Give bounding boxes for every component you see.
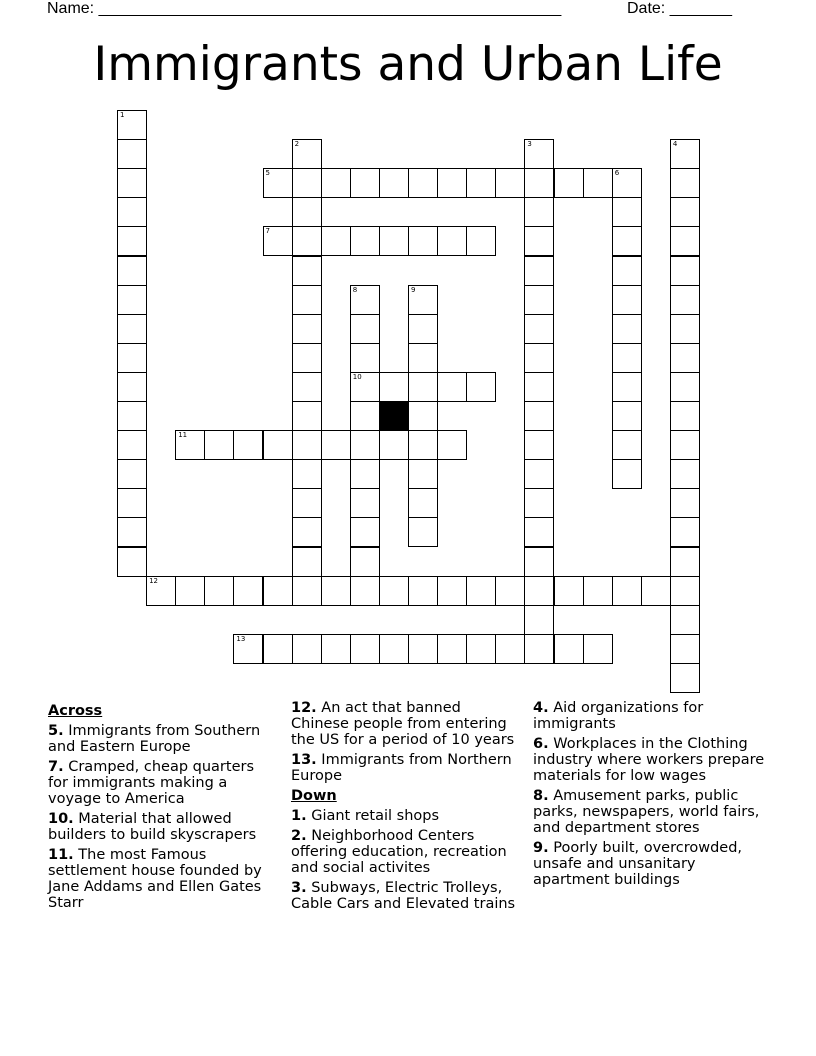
grid-cell[interactable] [524,576,554,606]
grid-cell[interactable] [524,401,554,431]
clue-number-label: 4 [672,140,678,149]
clue-number: 7. [48,759,64,775]
grid-cell[interactable] [670,256,700,286]
grid-cell[interactable] [175,576,205,606]
down-heading: Down [291,788,337,804]
grid-cell[interactable] [524,285,554,315]
clue-text: An act that banned Chinese people from entering the US for a period of 10 years [291,700,515,748]
grid-cell[interactable] [292,285,322,315]
clue-number-label: 1 [120,111,125,119]
grid-cell[interactable] [670,139,700,169]
grid-cell[interactable] [408,401,438,431]
grid-cell[interactable] [233,634,263,664]
clue-number-label: 10 [352,372,362,381]
clue-number: 9. [533,840,549,856]
grid-cell[interactable] [408,314,438,344]
grid-cell[interactable] [117,547,147,577]
grid-cell[interactable] [583,576,613,606]
clue-down-6 [533,736,773,784]
clues-column-1 [48,700,276,915]
grid-cell[interactable] [350,517,380,547]
grid-cell[interactable] [612,168,642,198]
clue-text: Aid organizations for immigrants [533,700,704,732]
grid-cell[interactable] [117,459,147,489]
clue-across-7 [48,759,276,807]
grid-cell[interactable] [612,459,642,489]
grid-cell[interactable] [437,430,467,460]
grid-cell[interactable] [437,576,467,606]
grid-cell[interactable] [292,314,322,344]
grid-cell[interactable] [670,634,700,664]
grid-cell[interactable] [117,110,147,140]
date-field-label: Date: _______ [627,0,732,17]
clue-number: 5. [48,723,64,739]
grid-cell[interactable] [292,256,322,286]
grid-cell[interactable] [670,488,700,518]
clue-number: 1. [291,808,307,824]
grid-cell[interactable] [292,488,322,518]
grid-cell[interactable] [408,517,438,547]
grid-cell[interactable] [524,256,554,286]
clue-number-label: 8 [352,285,358,294]
clue-number-label: 6 [614,169,620,178]
clue-number: 3. [291,880,307,896]
clue-number-label: 12 [149,576,159,585]
grid-cell[interactable] [495,634,525,664]
grid-cell[interactable] [612,372,642,402]
grid-cell[interactable] [292,197,322,227]
grid-cell[interactable] [292,459,322,489]
grid-cell[interactable] [379,576,409,606]
grid-cell[interactable] [670,517,700,547]
grid-cell[interactable] [612,285,642,315]
grid-cell[interactable] [321,168,351,198]
grid-cell[interactable] [583,634,613,664]
grid-cell[interactable] [670,605,700,635]
grid-cell[interactable] [350,314,380,344]
grid-cell[interactable] [670,168,700,198]
grid-cell[interactable] [670,576,700,606]
grid-black-cell [379,401,409,431]
grid-cell[interactable] [292,168,322,198]
grid-cell[interactable] [292,517,322,547]
grid-cell[interactable] [263,168,293,198]
grid-cell[interactable] [379,634,409,664]
grid-cell[interactable] [117,517,147,547]
grid-cell[interactable] [350,634,380,664]
grid-cell[interactable] [437,226,467,256]
clue-number: 13. [291,752,317,768]
grid-cell[interactable] [350,401,380,431]
grid-cell[interactable] [379,168,409,198]
grid-cell[interactable] [670,343,700,373]
grid-cell[interactable] [175,430,205,460]
grid-cell[interactable] [321,430,351,460]
grid-cell[interactable] [670,547,700,577]
clue-across-5 [48,723,276,755]
grid-cell[interactable] [466,576,496,606]
grid-cell[interactable] [612,576,642,606]
clue-across-12 [291,700,523,748]
name-field-label: Name: ____________________________________________________ [47,0,562,17]
grid-cell[interactable] [612,314,642,344]
grid-cell[interactable] [524,459,554,489]
clue-down-2 [291,828,523,876]
grid-cell[interactable] [670,314,700,344]
clue-number-label: 2 [294,140,300,149]
clue-text: Material that allowed builders to build skyscrapers [48,811,257,843]
grid-cell[interactable] [292,343,322,373]
clue-down-4 [533,700,773,732]
grid-cell[interactable] [117,256,147,286]
grid-cell[interactable] [408,576,438,606]
grid-cell[interactable] [379,226,409,256]
grid-cell[interactable] [350,285,380,315]
grid-cell[interactable] [350,488,380,518]
grid-cell[interactable] [321,576,351,606]
clue-number-label: 3 [527,140,532,149]
grid-cell[interactable] [466,634,496,664]
clue-number: 6. [533,736,549,752]
grid-cell[interactable] [117,168,147,198]
grid-cell[interactable] [670,459,700,489]
grid-cell[interactable] [292,576,322,606]
grid-cell[interactable] [408,285,438,315]
grid-cell[interactable] [466,168,496,198]
grid-cell[interactable] [670,372,700,402]
clues-column-2 [291,700,523,916]
grid-cell[interactable] [292,430,322,460]
grid-cell[interactable] [146,576,176,606]
grid-cell[interactable] [292,139,322,169]
clue-number: 12. [291,700,317,716]
clue-text: Cramped, cheap quarters for immigrants making a voyage to America [48,759,255,807]
grid-cell[interactable] [670,663,700,693]
clues-column-3 [533,700,773,892]
grid-cell[interactable] [524,314,554,344]
grid-cell[interactable] [263,576,293,606]
clue-down-9 [533,840,773,888]
clue-number: 4. [533,700,549,716]
grid-cell[interactable] [263,634,293,664]
clue-across-13 [291,752,523,784]
grid-cell[interactable] [554,576,584,606]
grid-cell[interactable] [524,168,554,198]
grid-cell[interactable] [350,343,380,373]
grid-cell[interactable] [670,285,700,315]
grid-cell[interactable] [117,343,147,373]
grid-cell[interactable] [554,634,584,664]
grid-cell[interactable] [350,430,380,460]
clue-text: Subways, Electric Trolleys, Cable Cars and Elevated trains [291,880,516,912]
grid-cell[interactable] [612,256,642,286]
grid-cell[interactable] [524,197,554,227]
grid-cell[interactable] [117,488,147,518]
grid-cell[interactable] [408,488,438,518]
grid-cell[interactable] [292,547,322,577]
grid-cell[interactable] [524,547,554,577]
grid-cell[interactable] [233,430,263,460]
grid-cell[interactable] [350,547,380,577]
clue-text: Neighborhood Centers offering education, recreation and social activites [291,828,507,876]
grid-cell[interactable] [321,226,351,256]
grid-cell[interactable] [408,226,438,256]
grid-cell[interactable] [350,226,380,256]
grid-cell[interactable] [524,634,554,664]
grid-cell[interactable] [612,430,642,460]
clue-number-label: 5 [265,169,270,178]
grid-cell[interactable] [408,634,438,664]
grid-cell[interactable] [117,372,147,402]
grid-cell[interactable] [524,139,554,169]
grid-cell[interactable] [495,576,525,606]
grid-cell[interactable] [612,197,642,227]
clue-down-3 [291,880,523,912]
clue-down-1 [291,808,523,824]
clue-text: Amusement parks, public parks, newspapers, world fairs, and department stores [533,788,760,836]
grid-cell[interactable] [233,576,263,606]
grid-cell[interactable] [583,168,613,198]
grid-cell[interactable] [117,401,147,431]
clue-number: 11. [48,847,74,863]
clue-text: The most Famous settlement house founded by Jane Addams and Ellen Gates Starr [48,847,262,911]
grid-cell[interactable] [670,226,700,256]
grid-cell[interactable] [495,168,525,198]
grid-cell[interactable] [350,372,380,402]
grid-cell[interactable] [117,314,147,344]
grid-cell[interactable] [670,401,700,431]
grid-cell[interactable] [408,459,438,489]
grid-cell[interactable] [408,430,438,460]
grid-cell[interactable] [612,226,642,256]
clue-text: Poorly built, overcrowded, unsafe and unsanitary apartment buildings [533,840,743,888]
grid-cell[interactable] [466,372,496,402]
grid-cell[interactable] [437,634,467,664]
grid-cell[interactable] [408,343,438,373]
grid-cell[interactable] [292,372,322,402]
grid-cell[interactable] [292,401,322,431]
clue-number: 2. [291,828,307,844]
grid-cell[interactable] [466,226,496,256]
clue-across-11 [48,847,276,911]
grid-cell[interactable] [408,372,438,402]
grid-cell[interactable] [524,430,554,460]
clue-down-8 [533,788,773,836]
grid-cell[interactable] [350,459,380,489]
clue-across-10 [48,811,276,843]
clue-number: 10. [48,811,74,827]
grid-cell[interactable] [612,343,642,373]
grid-cell[interactable] [379,430,409,460]
grid-cell[interactable] [263,226,293,256]
grid-cell[interactable] [437,372,467,402]
clue-number-label: 11 [178,431,188,440]
grid-cell[interactable] [524,605,554,635]
clue-text: Giant retail shops [311,808,440,824]
grid-cell[interactable] [670,197,700,227]
grid-cell[interactable] [292,226,322,256]
grid-cell[interactable] [670,430,700,460]
clue-number-label: 13 [236,634,246,643]
grid-cell[interactable] [117,430,147,460]
clue-number-label: 9 [411,285,416,294]
grid-cell[interactable] [524,372,554,402]
grid-cell[interactable] [321,634,351,664]
clue-text: Workplaces in the Clothing industry where workers prepare materials for low wages [533,736,765,784]
grid-cell[interactable] [117,139,147,169]
grid-cell[interactable] [350,576,380,606]
grid-cell[interactable] [379,372,409,402]
clue-number-label: 7 [265,227,270,236]
grid-cell[interactable] [204,430,234,460]
clue-text: Immigrants from Northern Europe [291,752,512,784]
grid-cell[interactable] [437,168,467,198]
clue-number: 8. [533,788,549,804]
grid-cell[interactable] [524,517,554,547]
grid-cell[interactable] [204,576,234,606]
page-title: Immigrants and Urban Life [93,37,723,92]
grid-cell[interactable] [641,576,671,606]
across-heading: Across [48,703,103,719]
grid-cell[interactable] [350,168,380,198]
grid-cell[interactable] [117,285,147,315]
grid-cell[interactable] [117,197,147,227]
grid-cell[interactable] [292,634,322,664]
grid-cell[interactable] [408,168,438,198]
grid-cell[interactable] [263,430,293,460]
grid-cell[interactable] [524,226,554,256]
grid-cell[interactable] [524,343,554,373]
clue-text: Immigrants from Southern and Eastern Europe [48,723,261,755]
grid-cell[interactable] [554,168,584,198]
grid-cell[interactable] [524,488,554,518]
grid-cell[interactable] [117,226,147,256]
grid-cell[interactable] [612,401,642,431]
